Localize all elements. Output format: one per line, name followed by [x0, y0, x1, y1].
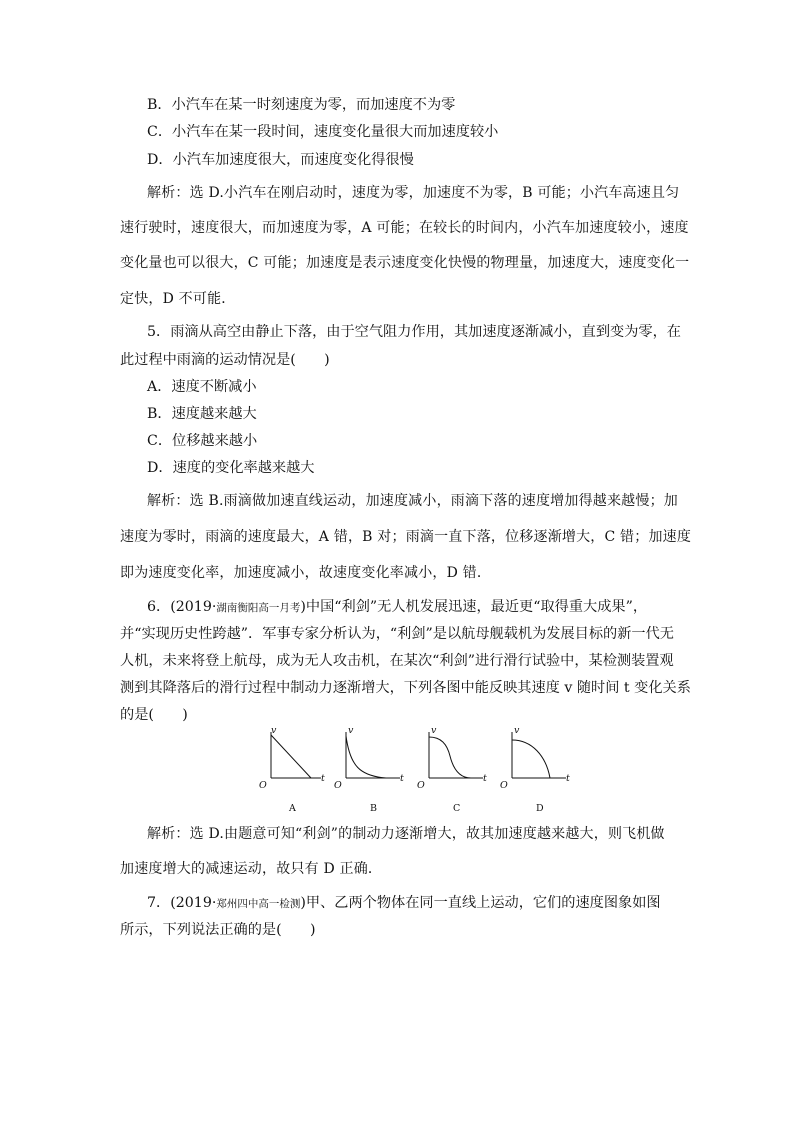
- q4-option-c: C．小汽车在某一段时间，速度变化量很大而加速度较小: [147, 124, 499, 140]
- graph-a-plot: [255, 728, 325, 788]
- q4-explanation-line: 定快，D 不可能．: [120, 291, 236, 307]
- q7-stem-first-line: [147, 893, 661, 914]
- graph-d-origin-label: O: [500, 780, 508, 791]
- graph-c-origin-label: O: [417, 780, 425, 791]
- graph-b-v-label: v: [348, 725, 354, 736]
- q6-stem-line: 并“实现历史性跨越”．军事专家分析认为，“利剑”是以航母舰载机为发展目标的新一代无: [120, 626, 674, 642]
- q5-explanation-line: 即为速度变化率，加速度减小，故速度变化率减小，D 错．: [120, 565, 492, 581]
- q5-option-b: B．速度越来越大: [147, 406, 257, 422]
- q6-stem-line: 人机，未来将登上航母，成为无人攻击机，在某次“利剑”进行滑行试验中，某检测装置观: [120, 653, 674, 669]
- q7-stem-line: 所示，下列说法正确的是( ): [120, 922, 316, 938]
- graph-d-curve: [512, 740, 550, 778]
- graph-a: [255, 725, 325, 822]
- q6-source: 湖南衡阳高一月考: [216, 602, 301, 614]
- q5-option-a: A．速度不断减小: [147, 379, 257, 395]
- q6-stem-line: 的是( ): [120, 707, 188, 723]
- graph-d-t-label: t: [566, 773, 570, 784]
- q4-explanation-line: 速行驶时，速度很大，而加速度为零，A 可能；在较长的时间内，小汽车加速度较小，速度: [120, 220, 689, 236]
- graph-c-curve: [429, 737, 471, 778]
- graph-a-curve: [271, 735, 311, 778]
- graph-d-caption: D: [536, 803, 544, 814]
- q5-option-c: C．位移越来越小: [147, 433, 258, 449]
- graph-c: [417, 725, 491, 822]
- graph-a-t-label: t: [321, 773, 325, 784]
- q5-explanation-line: 解析：选 B.雨滴做加速直线运动，加速度减小，雨滴下落的速度增加得越来越慢；加: [147, 493, 678, 509]
- q6-stem-first-line: [147, 597, 647, 618]
- graph-c-t-label: t: [483, 773, 487, 784]
- graph-b: [334, 725, 408, 822]
- q6-stem-line: 测到其降落后的滑行过程中制动力逐渐增大，下列各图中能反映其速度 v 随时间 t 变化关系: [120, 680, 691, 696]
- q5-option-d: D．速度的变化率越来越大: [147, 460, 315, 476]
- q7-source: 郑州四中高一检测: [216, 898, 301, 910]
- graph-b-origin-label: O: [334, 780, 342, 791]
- graph-c-v-label: v: [431, 725, 437, 736]
- q6-stem-first-rest: )中国“利剑”无人机发展迅速，最近更“取得重大成果”，: [300, 599, 648, 615]
- q5-stem-line: 此过程中雨滴的运动情况是( ): [120, 352, 330, 368]
- graph-b-curve: [346, 736, 386, 778]
- graph-a-origin-label: O: [259, 780, 267, 791]
- q6-graph-options: [255, 725, 575, 822]
- q4-option-d: D．小汽车加速度很大，而速度变化得很慢: [147, 152, 414, 168]
- graph-d-v-label: v: [514, 725, 520, 736]
- graph-a-v-label: v: [271, 725, 277, 736]
- graph-c-caption: C: [453, 803, 461, 814]
- q4-option-b: B．小汽车在某一时刻速度为零，而加速度不为零: [147, 97, 456, 113]
- q6-explanation-line: 解析：选 D.由题意可知“利剑”的制动力逐渐增大，故其加速度越来越大，则飞机做: [147, 826, 665, 842]
- q7-number: 7．(2019·: [147, 895, 217, 911]
- graph-b-plot: [338, 728, 408, 788]
- q6-number: 6．(2019·: [147, 599, 217, 615]
- graph-c-plot: [421, 728, 491, 788]
- q4-explanation-line: 解析：选 D.小汽车在刚启动时，速度为零，加速度不为零，B 可能；小汽车高速且匀: [147, 185, 680, 201]
- graph-b-t-label: t: [400, 773, 404, 784]
- q7-stem-first-rest: )甲、乙两个物体在同一直线上运动，它们的速度图象如图: [300, 895, 661, 911]
- graph-d: [500, 725, 574, 822]
- graph-a-caption: A: [289, 803, 296, 814]
- graph-b-caption: B: [370, 803, 377, 814]
- q6-explanation-line: 加速度增大的减速运动，故只有 D 正确．: [120, 861, 383, 877]
- graph-d-plot: [504, 728, 574, 788]
- q4-explanation-line: 变化量也可以很大，C 可能；加速度是表示速度变化快慢的物理量，加速度大，速度变化一: [120, 255, 690, 271]
- q5-stem-line: 5．雨滴从高空由静止下落，由于空气阻力作用，其加速度逐渐减小，直到变为零，在: [147, 324, 681, 340]
- q5-explanation-line: 速度为零时，雨滴的速度最大，A 错，B 对；雨滴一直下落，位移逐渐增大，C 错；加速度: [120, 529, 692, 545]
